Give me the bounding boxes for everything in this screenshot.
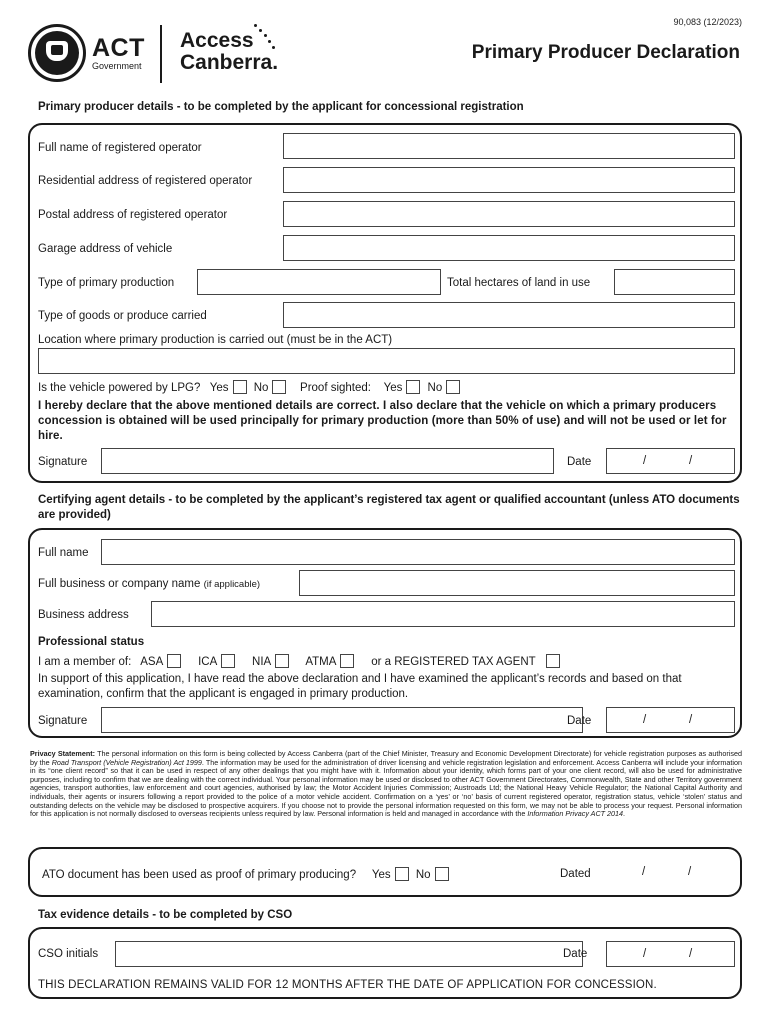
lpg-yes-checkbox[interactable] [233,380,247,394]
agent-full-name-label: Full name [38,547,89,559]
ica-checkbox[interactable] [221,654,235,668]
agent-full-name-field[interactable] [101,539,735,565]
logo-divider [160,25,162,83]
agent-date-label: Date [567,715,592,727]
cso-date-label: Date [563,948,588,960]
business-name-label: Full business or company name (if applicable) [38,578,261,590]
business-address-field[interactable] [151,601,735,627]
proof-no-label: No [427,382,443,394]
section3-heading: Tax evidence details - to be completed by CSO [38,909,293,921]
agent-signature-label: Signature [38,715,88,727]
asa-checkbox[interactable] [167,654,181,668]
page-title: Primary Producer Declaration [471,42,740,63]
lpg-question: Is the vehicle powered by LPG? [38,382,201,394]
cso-date-field[interactable]: / / [606,941,735,967]
membership-row: I am a member of: ASA ICA NIA ATMA or a REGISTERED TAX AGENT [38,654,564,669]
ac-logo-line2: Canberra. [180,51,279,74]
applicant-signature-field[interactable] [101,448,554,474]
cso-initials-label: CSO initials [38,948,99,960]
tax-agent-checkbox[interactable] [546,654,560,668]
location-label: Location where primary production is carried out (must be in the ACT) [38,334,393,346]
tax-evidence-panel [28,927,742,999]
applicant-declaration: I hereby declare that the above mentioned details are correct. I also declare that the vehicle on which a primary producers concession is obtained will be used principally for primary production (more than 50% of use) and will not be used or let for hire. [38,400,727,442]
atma-checkbox[interactable] [340,654,354,668]
postal-label: Postal address of registered operator [38,209,228,221]
lpg-yes-label: Yes [209,382,229,394]
residential-label: Residential address of registered operator [38,175,253,187]
business-name-field[interactable] [299,570,735,596]
lpg-row [38,380,464,395]
certifying-agent-panel [28,528,742,738]
hectares-label: Total hectares of land in use [447,277,591,289]
prof-status-label: Professional status [38,636,145,648]
nia-checkbox[interactable] [275,654,289,668]
date-label: Date [567,456,592,468]
primary-producer-panel [28,123,742,483]
full-name-field[interactable] [283,133,735,159]
hectares-field[interactable] [614,269,735,295]
act-logo-subtext: Government [92,60,142,71]
garage-label: Garage address of vehicle [38,243,173,255]
proof-sighted-label: Proof sighted: [300,382,371,394]
proof-yes-label: Yes [383,382,403,394]
act-logo-text: ACT [92,33,145,62]
type-primary-field[interactable] [197,269,441,295]
postal-address-field[interactable] [283,201,735,227]
goods-label: Type of goods or produce carried [38,310,207,322]
proof-no-checkbox[interactable] [446,380,460,394]
ato-row: ATO document has been used as proof of primary producing? Yes No [42,867,453,882]
form-code: 90,083 (12/2023) [673,17,742,27]
full-name-label: Full name of registered operator [38,142,202,154]
signature-label: Signature [38,456,88,468]
agent-signature-field[interactable] [101,707,583,733]
validity-notice: THIS DECLARATION REMAINS VALID FOR 12 MONTHS AFTER THE DATE OF APPLICATION FOR CONCESSION. [38,979,657,991]
garage-address-field[interactable] [283,235,735,261]
agent-support-statement: In support of this application, I have read the above declaration and I have examined the applicant’s records and based on that examination, confirm that the applicant is engaged in primary production. [38,673,682,700]
ato-dated-field[interactable]: / / [642,866,692,878]
location-field[interactable] [38,348,735,374]
act-crest-icon [28,24,86,82]
ato-yes-checkbox[interactable] [395,867,409,881]
ato-panel [28,847,742,897]
lpg-no-label: No [253,382,269,394]
section1-heading: Primary producer details - to be completed by the applicant for concessional registration [38,101,524,113]
goods-field[interactable] [283,302,735,328]
ac-logo-line1: Access [180,29,254,52]
business-address-label: Business address [38,609,129,621]
access-canberra-dots-icon [254,24,278,64]
proof-yes-checkbox[interactable] [406,380,420,394]
cso-initials-field[interactable] [115,941,583,967]
residential-address-field[interactable] [283,167,735,193]
privacy-statement: Privacy Statement: The personal information on this form is being collected by Access Canberra (part of the Chief Minister, Treasury and Economic Development Directorate) for vehicle registration purposes as authorised by the Road Transport (Vehicle Registration) Act 1999. The information may be used for the administration of driver licensing and vehicle registration legislation and enforcement. Access Canberra will include your information in its “one client record” so that it can be used in respect of any other dealings that you might have with it. Information about your identity, which forms part of your one client record, will also be used for administrative purposes, including to confirm that we are dealing with the correct individual. Your personal information may be used or disclosed to other ACT Government Directorates, Commonwealth, State and other Territory government agencies, transport authorities, law enforcement and court agencies, authorised by law; the Motor Accident Injuries Commission; Austroads Ltd; the National Heavy Vehicle Regulator; the National Capital Authority and individuals, their agents or insurers following a report provided to the police of a motor vehicle accident. Confirmation on a ‘yes’ or ‘no’ basis of current registered operator, registration status, vehicle ‘stolen’ status and outstanding defects on the vehicle may be disclosed to prospective acquirers. If you choose not to provide the personal information requested on this form, we may not be able to process your request. Personal information for this application is not normally disclosed to overseas recipients unless required by law. Personal information is held and managed in accordance with the Information Privacy ACT 2014. [30,749,742,819]
ato-dated-label: Dated [560,868,591,880]
ato-question: ATO document has been used as proof of primary producing? [42,869,357,881]
ato-no-checkbox[interactable] [435,867,449,881]
if-applicable-note: (if applicable) [203,579,261,590]
lpg-no-checkbox[interactable] [272,380,286,394]
applicant-date-field[interactable]: / / [606,448,735,474]
type-primary-label: Type of primary production [38,277,175,289]
section2-heading: Certifying agent details - to be completed by the applicant’s registered tax agent or qualified accountant (unless ATO documents are provided) [38,494,740,521]
agent-date-field[interactable]: / / [606,707,735,733]
act-government-logo [28,24,145,82]
